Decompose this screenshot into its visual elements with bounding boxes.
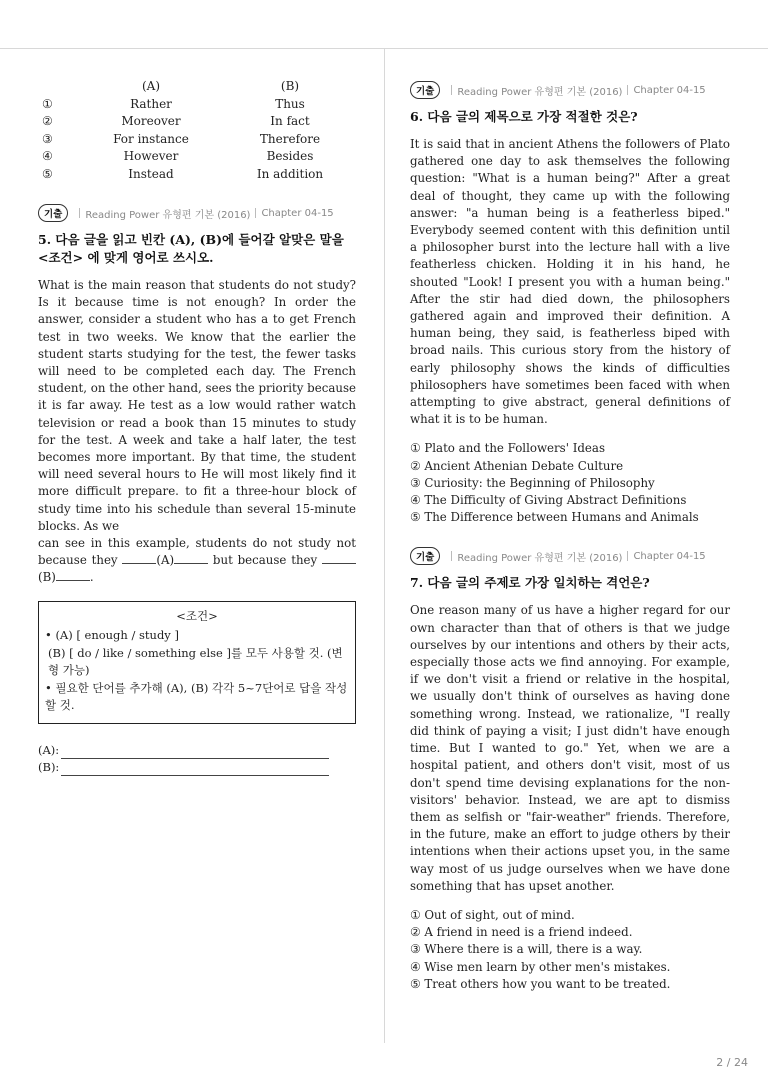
answer-row [42,166,356,184]
blank-line [322,552,356,564]
option-number: ② [42,114,53,128]
option-b: Therefore [259,131,321,146]
divider [451,85,452,95]
option-a: Instead [128,166,174,181]
answer-a-line[interactable] [38,742,356,759]
source-chapter: Chapter 04-15 [633,84,706,96]
answer-a-blank[interactable] [61,746,329,759]
q4-answer-table [42,78,356,183]
answer-row [42,96,356,114]
divider [627,85,628,95]
condition-line: (B) [ do / like / something else ]를 모두 사용할 것. (변형 가능) [48,645,343,678]
passage-text-tail: but because they [212,553,318,568]
option-b: In addition [256,166,324,181]
passage-text-tail: can see in this example, students do not study not because they [38,536,356,568]
option-item[interactable]: ③ Curiosity: the Beginning of Philosophy [410,475,655,490]
right-column [410,80,730,993]
answer-b-blank[interactable] [61,763,329,776]
option-item[interactable]: ⑤ The Difference between Humans and Animals [410,510,699,525]
option-number: ⑤ [42,166,53,181]
option-item[interactable]: ① Plato and the Followers' Ideas [410,441,605,456]
option-number: ③ [42,131,53,146]
answer-row [42,148,356,166]
q5-passage [38,277,356,587]
blank-line [56,569,90,581]
q6-passage [410,136,730,428]
source-chapter: Chapter 04-15 [633,550,706,562]
column-divider [384,48,385,1043]
answer-row [42,113,356,131]
option-b: Thus [275,96,305,111]
past-exam-badge: 기출 [410,547,440,565]
answer-b-line[interactable] [38,759,356,776]
option-item[interactable]: ① Out of sight, out of mind. [410,907,575,922]
page-number: 2 / 24 [716,1056,748,1069]
option-b: Besides [266,149,314,163]
option-number: ① [42,96,53,111]
answer-b-label: (B): [38,759,60,774]
source-book: Reading Power 유형편 기본 (2016) [85,209,251,221]
option-item[interactable]: ④ Wise men learn by other men's mistakes. [410,959,671,974]
q6-source-line [410,80,730,100]
passage-text: It is said that in ancient Athens the followers of Plato gathered one day to ask themselves the following question: "What is a human being?" After a great deal of thought, they came up with the following answer: "a human being is a featherless biped." Everybody seemed content with this definition until a philosopher burst into the lecture hall with a live featherless chicken. Holding it in his hand, he shouted "Look! I present you with a human being." After the stir had died down, the philosophers gathered again and improved their definition. A human being, they said, is featherless biped with broad nails. This curious story from the history of early philosophy shows the kinds of difficulties philosophers have sometimes been faced with when attempting to give abstract, general definitions of what it is to be human. [410,137,730,427]
q7-options [410,907,730,993]
answer-a-label: (A): [38,742,60,757]
passage-text: What is the main reason that students do not study? Is it because time is not enough? In order the answer, consider a student who has a to get French test in two weeks. We know that the earlier the student starts studying for the test, the fewer tasks will need to be completed each day. The French student, on the other hand, sees the priority because it is far away. He test as a low would rather watch television or read a book than 15 minutes to study for the test. A week and take a half later, the test becomes more important. By that time, the student will need several hours to He will most likely find it more difficult prepare. to fit a three-hour block of study time into his schedule than several 15-minute blocks. As we [38,278,356,533]
option-item[interactable]: ② A friend in need is a friend indeed. [410,925,633,940]
header-a: (A) [141,79,161,93]
condition-line: • (A) [ enough / study ] [45,628,179,643]
q5-source-line [38,203,356,223]
divider [79,208,80,218]
divider [451,551,452,561]
answer-table-header [42,78,356,96]
passage-text: One reason many of us have a higher regard for our own character than that of others is that we judge ourselves by our intentions and others by their acts, especially those acts we find annoying. For example, if we don't visit a friend or relative in the hospital, we usually don't think of ourselves as having done something wrong. Instead, we rationalize, "I really did think of paying a visit; I just didn't have enough time. But I wanted to go." Yet, when we are a hospital patient, and others don't visit, most of us don't spend time devising explanations for the non-visitors' behavior. Instead, we are apt to dismiss them as selfish or "fair-weather" friends. Therefore, in the future, make an effort to judge others by their intentions when their actions upset you, in the same way most of us judge ourselves when we have done something that has upset another. [410,603,730,893]
option-item[interactable]: ⑤ Treat others how you want to be treated. [410,976,671,991]
option-b: In fact [270,114,310,128]
q7-passage [410,602,730,894]
condition-box [38,601,356,724]
q6-title: 6. 다음 글의 제목으로 가장 적절한 것은? [410,109,638,124]
q7-source-line [410,546,730,566]
condition-line: • 필요한 단어를 추가해 (A), (B) 각각 5~7단어로 답을 작성할 것. [45,680,348,713]
divider [255,208,256,218]
left-column [38,76,356,776]
past-exam-badge: 기출 [38,204,68,222]
blank-label-a: (A) [156,553,175,568]
header-b: (B) [280,79,300,93]
source-book: Reading Power 유형편 기본 (2016) [457,552,623,564]
answer-row [42,131,356,149]
period: . [89,570,94,585]
option-a: For instance [113,131,189,146]
condition-title: <조건> [176,608,218,623]
blank-line [122,552,156,564]
option-item[interactable]: ② Ancient Athenian Debate Culture [410,458,624,473]
divider [627,551,628,561]
blank-line [174,552,208,564]
option-a: However [123,149,179,163]
source-chapter: Chapter 04-15 [261,207,334,219]
option-a: Moreover [121,114,181,128]
q7-title: 7. 다음 글의 주제로 가장 일치하는 격언은? [410,575,650,591]
past-exam-badge: 기출 [410,81,440,99]
option-item[interactable]: ③ Where there is a will, there is a way. [410,942,643,957]
option-a: Rather [130,96,172,111]
q5-title: 5. 다음 글을 읽고 빈칸 (A), (B)에 들어갈 알맞은 말을 <조건> 에 맞게 영어로 쓰시오. [38,232,344,265]
option-number: ④ [42,149,53,163]
source-book: Reading Power 유형편 기본 (2016) [457,86,623,98]
option-item[interactable]: ④ The Difficulty of Giving Abstract Definitions [410,493,687,508]
blank-label-b: (B) [38,570,56,585]
q6-options [410,440,730,526]
